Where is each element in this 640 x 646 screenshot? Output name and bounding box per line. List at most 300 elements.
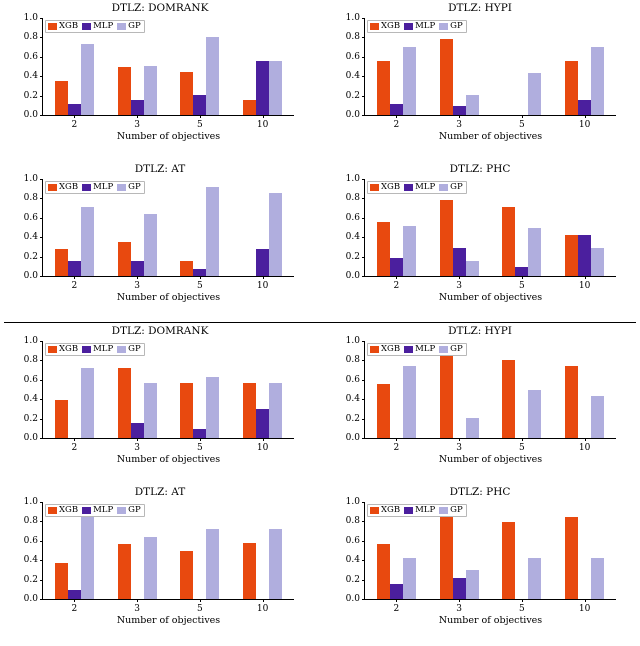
- bar: [377, 222, 390, 276]
- legend-item-mlp: [82, 183, 113, 192]
- bar: [502, 522, 515, 599]
- legend-swatch-mlp: [82, 346, 91, 353]
- legend-label: GP: [128, 21, 141, 31]
- x-axis-label: Number of objectives: [116, 615, 221, 626]
- y-axis-tick-mark: [40, 96, 43, 97]
- y-axis-tick-mark: [40, 419, 43, 420]
- x-axis-tick-mark: [200, 276, 201, 279]
- legend-swatch-xgb: [370, 184, 379, 191]
- bar: [144, 537, 157, 599]
- y-axis-tick-label: 0.2: [345, 90, 360, 101]
- x-axis-tick-label: 3: [456, 604, 462, 614]
- legend-item-mlp: [404, 22, 435, 31]
- chart-title: DTLZ: DOMRANK: [111, 2, 209, 14]
- y-axis-tick-mark: [40, 76, 43, 77]
- legend-swatch-mlp: [82, 23, 91, 30]
- bar: [403, 226, 416, 276]
- x-axis-tick-mark: [200, 599, 201, 602]
- chart-panel-0: [0, 0, 320, 161]
- y-axis-tick-label: 0.2: [23, 90, 38, 101]
- y-axis-tick-mark: [362, 380, 365, 381]
- y-axis-tick-label: 1.0: [23, 13, 38, 23]
- y-axis-tick-mark: [362, 57, 365, 58]
- y-axis-tick-label: 0.4: [23, 394, 38, 405]
- plot-area: [23, 336, 294, 465]
- plot-area: [345, 174, 616, 303]
- bar: [565, 366, 578, 438]
- bar: [256, 249, 269, 276]
- plot-area: [345, 336, 616, 465]
- plot-area: [23, 497, 294, 626]
- y-axis-tick-mark: [362, 37, 365, 38]
- y-axis-tick-label: 0.4: [23, 71, 38, 82]
- x-axis-tick-label: 5: [197, 604, 203, 614]
- y-axis-tick-label: 0.8: [345, 32, 360, 43]
- y-axis-tick-mark: [362, 580, 365, 581]
- x-axis-tick-label: 3: [456, 281, 462, 291]
- x-axis-tick-label: 5: [519, 281, 525, 291]
- bar: [390, 104, 403, 115]
- x-axis-tick-mark: [137, 276, 138, 279]
- x-axis-tick-mark: [263, 115, 264, 118]
- y-axis-tick-label: 0.4: [23, 555, 38, 566]
- bar: [68, 261, 81, 276]
- y-axis-tick-label: 0.0: [23, 433, 38, 443]
- bar: [440, 39, 453, 115]
- bar: [81, 368, 94, 438]
- chart-panel-6: [0, 484, 320, 645]
- legend-item-mlp: [404, 183, 435, 192]
- chart-panel-5: [320, 323, 640, 484]
- bar: [466, 95, 479, 115]
- bar: [131, 261, 144, 276]
- x-axis-tick-label: 2: [71, 281, 78, 291]
- legend-label: MLP: [93, 21, 114, 31]
- legend-swatch-xgb: [370, 507, 379, 514]
- y-axis-tick-mark: [362, 399, 365, 400]
- y-axis-tick-mark: [40, 179, 43, 180]
- x-axis-tick-mark: [585, 438, 586, 441]
- x-axis-tick-label: 3: [134, 443, 140, 453]
- legend-label: GP: [450, 344, 463, 354]
- legend-swatch-xgb: [48, 507, 57, 514]
- legend-item-xgb: [48, 22, 78, 31]
- legend-label: MLP: [415, 21, 436, 31]
- x-axis-tick-mark: [263, 599, 264, 602]
- bar: [206, 37, 219, 115]
- x-axis-tick-mark: [585, 276, 586, 279]
- bar: [453, 106, 466, 115]
- legend: [367, 504, 467, 517]
- legend-item-gp: [439, 22, 463, 31]
- bar: [81, 44, 94, 115]
- y-axis-tick-label: 0.8: [23, 193, 38, 204]
- y-axis-tick-label: 0.4: [345, 71, 360, 82]
- legend-item-xgb: [370, 22, 400, 31]
- y-axis-tick-label: 0.2: [345, 574, 360, 585]
- legend-label: MLP: [415, 505, 436, 515]
- y-axis-tick-mark: [40, 560, 43, 561]
- bar: [180, 72, 193, 115]
- x-axis-tick-label: 10: [578, 281, 591, 291]
- y-axis-tick-label: 0.2: [345, 413, 360, 424]
- y-axis-tick-label: 0.8: [23, 355, 38, 366]
- bar: [269, 529, 282, 599]
- legend: [45, 20, 145, 33]
- legend-swatch-gp: [117, 23, 126, 30]
- legend-label: MLP: [93, 344, 114, 354]
- bar: [118, 67, 131, 116]
- x-axis-tick-mark: [200, 438, 201, 441]
- y-axis-tick-mark: [362, 438, 365, 439]
- x-axis-tick-label: 10: [578, 443, 591, 453]
- y-axis-tick-label: 0.6: [345, 535, 360, 546]
- legend-label: MLP: [93, 182, 114, 192]
- x-axis-tick-label: 5: [519, 604, 525, 614]
- x-axis-tick-mark: [459, 115, 460, 118]
- y-axis-tick-label: 1.0: [345, 336, 360, 346]
- bar: [403, 558, 416, 599]
- x-axis-label: Number of objectives: [438, 131, 543, 142]
- x-axis-tick-mark: [459, 438, 460, 441]
- legend-item-xgb: [370, 506, 400, 515]
- plot-area: [23, 174, 294, 303]
- legend-swatch-mlp: [404, 346, 413, 353]
- x-axis-label: Number of objectives: [438, 292, 543, 303]
- bar: [243, 383, 256, 438]
- bar: [243, 100, 256, 115]
- x-axis-tick-mark: [74, 276, 75, 279]
- y-axis-tick-mark: [40, 521, 43, 522]
- x-axis-tick-mark: [74, 599, 75, 602]
- y-axis-tick-label: 0.4: [345, 555, 360, 566]
- plot-area: [345, 13, 616, 142]
- legend-label: XGB: [59, 21, 79, 31]
- bar: [591, 47, 604, 115]
- y-axis-tick-mark: [362, 599, 365, 600]
- x-axis-tick-label: 3: [134, 281, 140, 291]
- bar: [578, 235, 591, 276]
- legend-item-gp: [117, 22, 141, 31]
- y-axis-tick-mark: [362, 218, 365, 219]
- y-axis-tick-mark: [362, 521, 365, 522]
- legend-label: XGB: [381, 505, 401, 515]
- bar: [377, 384, 390, 438]
- bar: [528, 558, 541, 599]
- y-axis-tick-label: 0.0: [345, 271, 360, 281]
- y-axis-tick-mark: [40, 115, 43, 116]
- y-axis-tick-label: 1.0: [345, 174, 360, 184]
- legend-item-xgb: [370, 183, 400, 192]
- y-axis-tick-mark: [40, 438, 43, 439]
- legend-swatch-gp: [117, 346, 126, 353]
- y-axis-tick-mark: [40, 18, 43, 19]
- legend-swatch-xgb: [48, 23, 57, 30]
- y-axis-tick-label: 0.8: [345, 355, 360, 366]
- bar: [68, 590, 81, 599]
- bar: [502, 360, 515, 438]
- bar: [256, 409, 269, 438]
- x-axis-tick-mark: [263, 276, 264, 279]
- x-axis-tick-label: 3: [134, 604, 140, 614]
- bar: [193, 269, 206, 276]
- bar: [515, 267, 528, 276]
- chart-panel-2: [0, 161, 320, 322]
- legend-label: GP: [128, 182, 141, 192]
- y-axis-tick-label: 1.0: [23, 497, 38, 507]
- bar: [390, 258, 403, 276]
- legend-label: XGB: [59, 182, 79, 192]
- bar: [565, 517, 578, 599]
- x-axis-tick-label: 3: [456, 120, 462, 130]
- bar: [269, 61, 282, 115]
- x-axis-tick-mark: [263, 438, 264, 441]
- x-axis-tick-mark: [137, 115, 138, 118]
- legend-label: GP: [128, 505, 141, 515]
- bar: [55, 400, 68, 438]
- x-axis-label: Number of objectives: [116, 292, 221, 303]
- x-axis-tick-label: 10: [256, 604, 269, 614]
- legend-swatch-xgb: [370, 346, 379, 353]
- y-axis-tick-label: 0.6: [345, 51, 360, 62]
- bar: [68, 104, 81, 115]
- bar: [55, 563, 68, 599]
- legend-swatch-gp: [439, 184, 448, 191]
- legend-item-mlp: [404, 345, 435, 354]
- bar: [565, 235, 578, 276]
- bar: [243, 543, 256, 599]
- x-axis-tick-mark: [522, 276, 523, 279]
- y-axis-tick-mark: [40, 237, 43, 238]
- bar: [131, 423, 144, 438]
- chart-title: DTLZ: PHC: [449, 486, 511, 498]
- y-axis-tick-mark: [362, 560, 365, 561]
- bar: [377, 61, 390, 115]
- y-axis-tick-mark: [40, 341, 43, 342]
- bar: [144, 66, 157, 115]
- x-axis-label: Number of objectives: [116, 131, 221, 142]
- legend: [367, 343, 467, 356]
- legend-label: GP: [450, 505, 463, 515]
- legend-swatch-mlp: [82, 184, 91, 191]
- y-axis-tick-label: 0.8: [345, 193, 360, 204]
- x-axis-tick-label: 2: [393, 281, 400, 291]
- bar: [81, 207, 94, 276]
- legend-swatch-xgb: [370, 23, 379, 30]
- bar: [206, 529, 219, 599]
- bar: [403, 366, 416, 438]
- x-axis-tick-mark: [585, 115, 586, 118]
- bar: [565, 61, 578, 115]
- bar: [466, 418, 479, 438]
- bar: [144, 214, 157, 276]
- legend-item-gp: [117, 183, 141, 192]
- y-axis-tick-label: 1.0: [345, 13, 360, 23]
- y-axis-tick-label: 0.0: [23, 110, 38, 120]
- legend: [45, 181, 145, 194]
- legend-item-xgb: [370, 345, 400, 354]
- y-axis-tick-mark: [362, 18, 365, 19]
- bar: [269, 193, 282, 276]
- y-axis-tick-label: 0.0: [345, 433, 360, 443]
- legend-swatch-gp: [117, 184, 126, 191]
- bar: [578, 100, 591, 115]
- y-axis-tick-mark: [40, 57, 43, 58]
- chart-title: DTLZ: DOMRANK: [111, 325, 209, 337]
- y-axis-tick-mark: [362, 76, 365, 77]
- bar: [256, 61, 269, 115]
- legend-swatch-gp: [439, 507, 448, 514]
- y-axis-tick-label: 0.2: [23, 413, 38, 424]
- bar: [55, 249, 68, 276]
- y-axis-tick-label: 0.0: [23, 271, 38, 281]
- y-axis-tick-label: 0.0: [345, 594, 360, 604]
- legend-item-mlp: [82, 506, 113, 515]
- bar: [131, 100, 144, 115]
- chart-title: DTLZ: HYPI: [448, 2, 512, 14]
- legend-label: GP: [128, 344, 141, 354]
- legend-item-gp: [439, 345, 463, 354]
- chart-title: DTLZ: HYPI: [448, 325, 512, 337]
- legend-item-gp: [117, 345, 141, 354]
- legend-label: XGB: [59, 344, 79, 354]
- y-axis-tick-mark: [362, 360, 365, 361]
- x-axis-tick-label: 3: [456, 443, 462, 453]
- legend-label: XGB: [381, 182, 401, 192]
- y-axis-tick-label: 0.6: [345, 374, 360, 385]
- x-axis-tick-mark: [74, 438, 75, 441]
- x-axis-label: Number of objectives: [438, 454, 543, 465]
- legend-item-gp: [117, 506, 141, 515]
- y-axis-tick-label: 0.2: [345, 251, 360, 262]
- x-axis-tick-mark: [522, 115, 523, 118]
- plot-area: [345, 497, 616, 626]
- legend-label: XGB: [59, 505, 79, 515]
- chart-panel-1: [320, 0, 640, 161]
- y-axis-tick-mark: [40, 276, 43, 277]
- legend-item-mlp: [404, 506, 435, 515]
- legend-item-gp: [439, 183, 463, 192]
- x-axis-label: Number of objectives: [116, 454, 221, 465]
- chart-panel-3: [320, 161, 640, 322]
- x-axis-tick-mark: [585, 599, 586, 602]
- y-axis-tick-label: 1.0: [23, 174, 38, 184]
- legend: [45, 343, 145, 356]
- y-axis-tick-mark: [40, 399, 43, 400]
- legend-swatch-gp: [439, 346, 448, 353]
- legend: [45, 504, 145, 517]
- y-axis-tick-mark: [362, 341, 365, 342]
- bar: [591, 396, 604, 438]
- bar: [180, 551, 193, 600]
- bar: [193, 429, 206, 438]
- y-axis-tick-label: 0.6: [23, 212, 38, 223]
- chart-title: DTLZ: AT: [134, 486, 186, 498]
- chart-title: DTLZ: AT: [134, 163, 186, 175]
- y-axis-tick-mark: [40, 257, 43, 258]
- x-axis-tick-label: 5: [519, 120, 525, 130]
- x-axis-tick-label: 10: [578, 604, 591, 614]
- x-axis-tick-label: 2: [393, 120, 400, 130]
- bar: [377, 544, 390, 599]
- chart-title: DTLZ: PHC: [449, 163, 511, 175]
- x-axis-tick-label: 3: [134, 120, 140, 130]
- y-axis-tick-mark: [40, 218, 43, 219]
- legend-swatch-xgb: [48, 346, 57, 353]
- x-axis-label: Number of objectives: [438, 615, 543, 626]
- y-axis-tick-label: 0.0: [345, 110, 360, 120]
- y-axis-tick-label: 0.2: [23, 574, 38, 585]
- chart-panel-4: [0, 323, 320, 484]
- legend-item-gp: [439, 506, 463, 515]
- bar: [466, 261, 479, 276]
- y-axis-tick-mark: [40, 198, 43, 199]
- y-axis-tick-mark: [362, 419, 365, 420]
- bar: [591, 558, 604, 599]
- bar: [591, 248, 604, 276]
- y-axis-tick-label: 0.6: [23, 51, 38, 62]
- legend-item-xgb: [48, 183, 78, 192]
- legend-item-xgb: [48, 345, 78, 354]
- bar: [403, 47, 416, 115]
- bar: [440, 355, 453, 438]
- y-axis-tick-label: 0.6: [345, 212, 360, 223]
- y-axis-tick-mark: [362, 237, 365, 238]
- y-axis-tick-label: 1.0: [345, 497, 360, 507]
- legend-label: MLP: [415, 182, 436, 192]
- y-axis-tick-mark: [362, 257, 365, 258]
- y-axis-tick-label: 0.4: [345, 394, 360, 405]
- legend-item-mlp: [82, 22, 113, 31]
- bar: [144, 383, 157, 438]
- x-axis-tick-mark: [396, 599, 397, 602]
- x-axis-tick-label: 10: [256, 120, 269, 130]
- x-axis-tick-label: 5: [197, 281, 203, 291]
- x-axis-tick-label: 2: [71, 604, 78, 614]
- x-axis-tick-label: 2: [393, 604, 400, 614]
- x-axis-tick-mark: [396, 438, 397, 441]
- y-axis-tick-mark: [40, 37, 43, 38]
- bar: [440, 516, 453, 599]
- y-axis-tick-mark: [40, 541, 43, 542]
- bar: [502, 207, 515, 276]
- y-axis-tick-label: 0.8: [23, 32, 38, 43]
- y-axis-tick-mark: [40, 599, 43, 600]
- x-axis-tick-mark: [522, 438, 523, 441]
- legend-label: GP: [450, 21, 463, 31]
- y-axis-tick-label: 0.0: [23, 594, 38, 604]
- bar: [206, 187, 219, 276]
- x-axis-tick-label: 2: [71, 443, 78, 453]
- legend-item-xgb: [48, 506, 78, 515]
- y-axis-tick-label: 0.8: [345, 516, 360, 527]
- x-axis-tick-label: 2: [71, 120, 78, 130]
- bar: [528, 390, 541, 439]
- x-axis-tick-label: 10: [256, 443, 269, 453]
- y-axis-tick-mark: [362, 179, 365, 180]
- bar: [440, 200, 453, 276]
- x-axis-tick-mark: [522, 599, 523, 602]
- x-axis-tick-mark: [200, 115, 201, 118]
- bar: [81, 516, 94, 599]
- y-axis-tick-mark: [40, 580, 43, 581]
- x-axis-tick-mark: [459, 599, 460, 602]
- x-axis-tick-label: 5: [519, 443, 525, 453]
- legend-swatch-gp: [117, 507, 126, 514]
- x-axis-tick-label: 10: [256, 281, 269, 291]
- y-axis-tick-mark: [362, 502, 365, 503]
- bar: [180, 261, 193, 276]
